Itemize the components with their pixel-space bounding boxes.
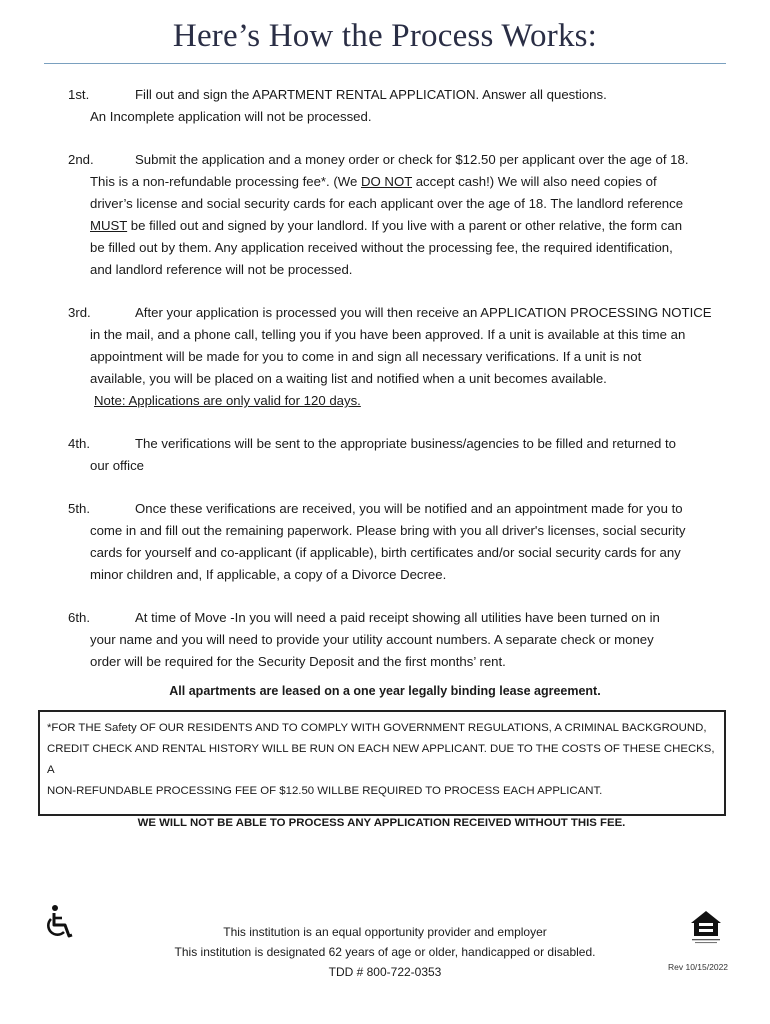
step-text: At time of Move -In you will need a paid receipt showing all utilities have been turned on in	[135, 610, 660, 625]
title-divider	[44, 63, 726, 64]
notice-warning: WE WILL NOT BE ABLE TO PROCESS ANY APPLICATION RECEIVED WITHOUT THIS FEE.	[137, 817, 626, 829]
step-text: The verifications will be sent to the appropriate business/agencies to be filled and returned to	[135, 436, 677, 451]
underlined-emphasis: DO NOT	[360, 174, 413, 189]
step-number: 4th.	[68, 436, 90, 451]
text-fragment: accept cash!) We will also need copies of	[412, 174, 657, 189]
step-text: our office	[90, 458, 145, 473]
step-5	[68, 498, 728, 586]
page-title: Here’s How the Process Works:	[172, 18, 598, 54]
step-text: in the mail, and a phone call, telling you if you have been approved. If a unit is available at this time an	[90, 327, 686, 342]
step-number: 5th.	[68, 501, 90, 516]
notice-text: NON-REFUNDABLE PROCESSING FEE OF $12.50 WILLBE REQUIRED TO PROCESS EACH APPLICANT.	[47, 785, 603, 797]
text-fragment: This is a non-refundable processing fee*. (We	[90, 174, 361, 189]
footer-line: This institution is an equal opportunity provider and employer	[223, 925, 547, 939]
step-text: An Incomplete application will not be processed.	[90, 109, 372, 124]
step-text	[68, 215, 728, 237]
footer-line: This institution is designated 62 years of age or older, handicapped or disabled.	[174, 945, 596, 959]
process-steps	[68, 84, 728, 694]
step-text: appointment will be made for you to come in and sign all necessary verifications. If a unit is not	[90, 349, 642, 364]
step-2	[68, 149, 728, 281]
step-text: Once these verifications are received, you will be notified and an appointment made for you to	[135, 501, 683, 516]
underlined-emphasis: MUST	[90, 218, 128, 233]
lease-statement: All apartments are leased on a one year legally binding lease agreement.	[169, 684, 601, 698]
step-text: your name and you will need to provide your utility account numbers. A separate check or money	[90, 632, 654, 647]
step-note-wrap	[68, 390, 728, 412]
footer-line: TDD # 800-722-0353	[328, 965, 442, 979]
step-4	[68, 433, 728, 477]
step-number: 1st.	[68, 87, 90, 102]
step-1	[68, 84, 728, 128]
step-number: 6th.	[68, 610, 90, 625]
validity-note: Note: Applications are only valid for 120 days.	[94, 393, 361, 408]
step-text: and landlord reference will not be processed.	[90, 262, 353, 277]
step-3	[68, 302, 728, 412]
revision-date: Rev 10/15/2022	[668, 962, 729, 972]
fee-notice-box	[38, 710, 726, 829]
step-text: Fill out and sign the APARTMENT RENTAL APPLICATION. Answer all questions.	[135, 87, 607, 102]
step-text: available, you will be placed on a waiting list and notified when a unit becomes available.	[90, 371, 607, 386]
step-text: be filled out by them. Any application received without the processing fee, the required identification,	[90, 240, 673, 255]
step-text: Submit the application and a money order or check for $12.50 per applicant over the age of 18.	[135, 152, 689, 167]
step-text: After your application is processed you will then receive an APPLICATION PROCESSING NOTICE	[135, 305, 712, 320]
notice-text: CREDIT CHECK AND RENTAL HISTORY WILL BE RUN ON EACH NEW APPLICANT. DUE TO THE COSTS OF THESE CHECKS, A	[47, 743, 715, 776]
text-fragment: be filled out and signed by your landlord. If you live with a parent or other relative, the form can	[127, 218, 683, 233]
step-text: minor children and, If applicable, a copy of a Divorce Decree.	[90, 567, 447, 582]
step-6	[68, 607, 728, 673]
step-number: 2nd.	[68, 152, 94, 167]
notice-text: *FOR THE Safety OF OUR RESIDENTS AND TO COMPLY WITH GOVERNMENT REGULATIONS, A CRIMINAL BACKGROUND,	[47, 722, 707, 734]
step-text: driver’s license and social security cards for each applicant over the age of 18. The landlord reference	[90, 196, 684, 211]
step-text: cards for yourself and co-applicant (if applicable), birth certificates and/or social security cards for any	[90, 545, 681, 560]
step-text	[68, 171, 728, 193]
step-text: order will be required for the Security Deposit and the first months’ rent.	[90, 654, 506, 669]
step-text: come in and fill out the remaining paperwork. Please bring with you all driver's licenses, social security	[90, 523, 686, 538]
equal-housing-opportunity-icon	[686, 906, 726, 946]
step-number: 3rd.	[68, 305, 91, 320]
footer	[0, 922, 770, 982]
